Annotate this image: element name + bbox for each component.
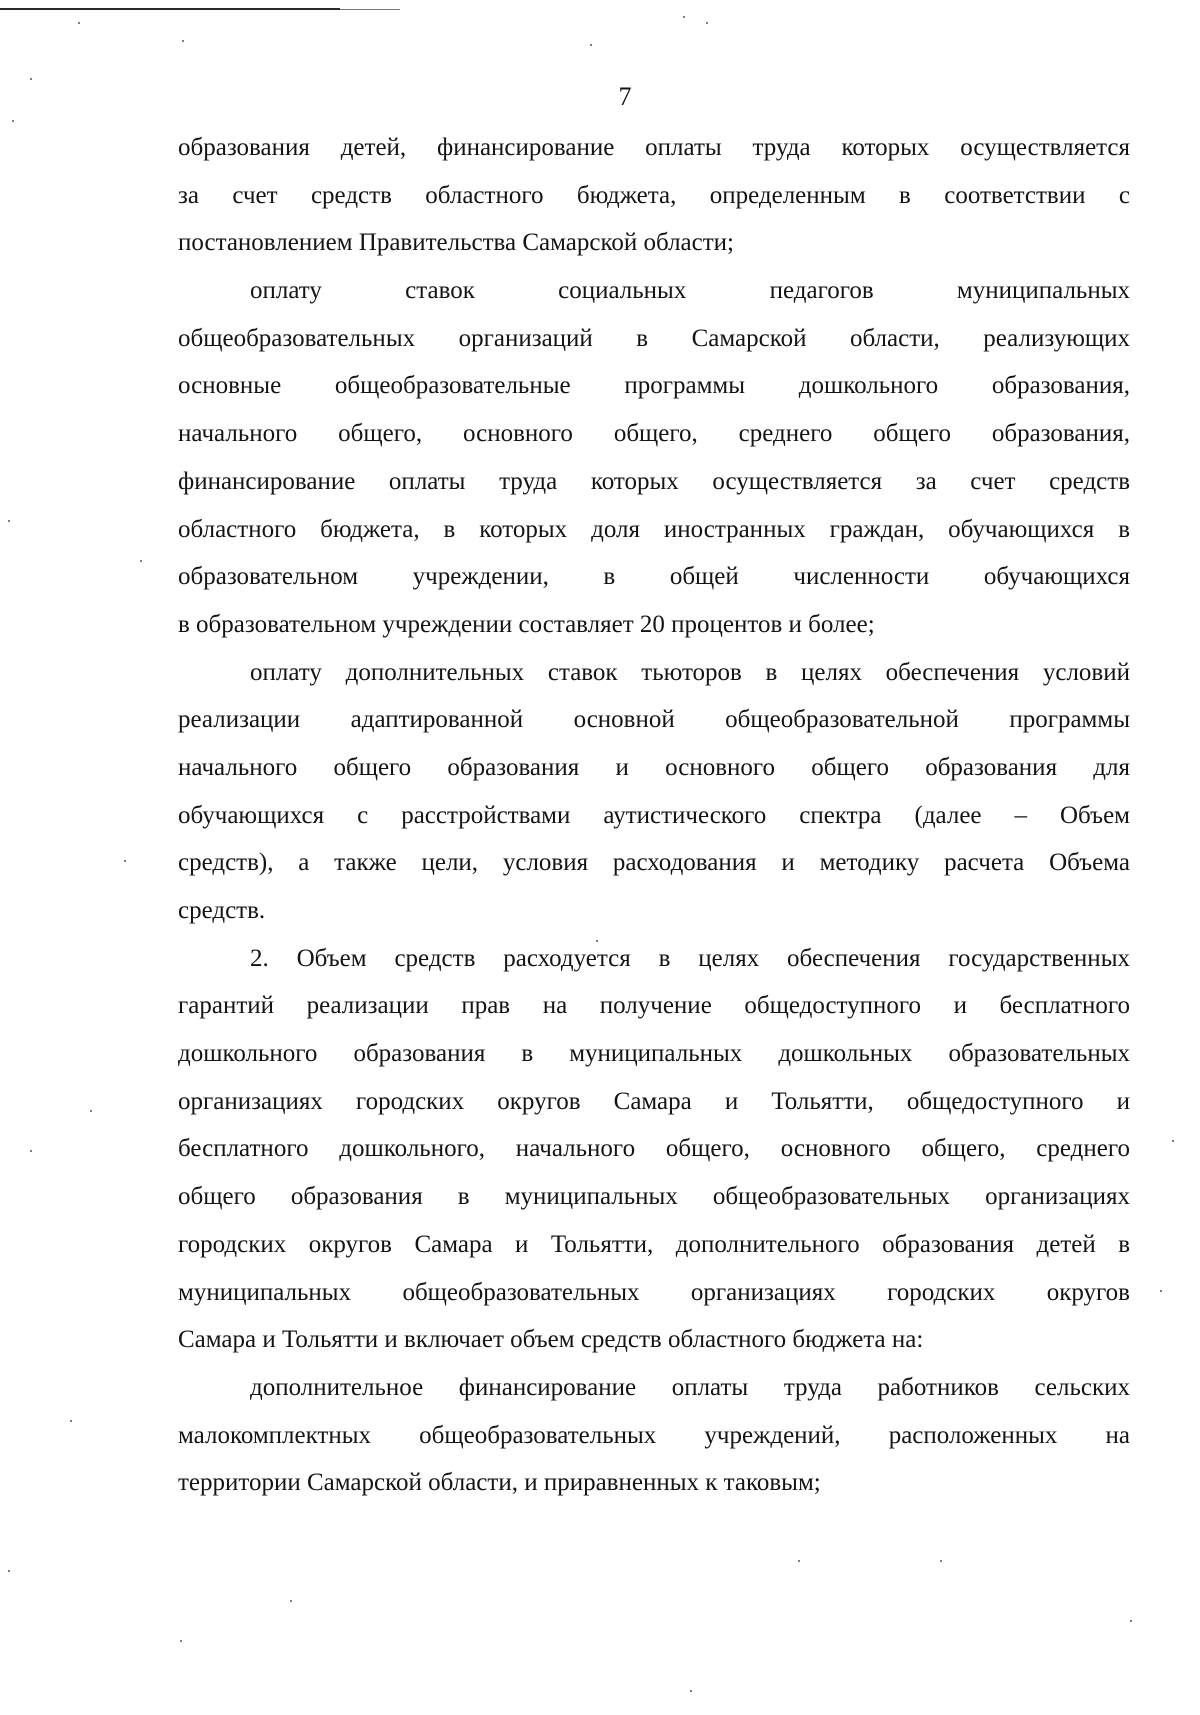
text-line: городских округов Самара и Тольятти, дополнительного образования детей в: [178, 1230, 1130, 1258]
scan-speck: [683, 16, 685, 18]
scan-speck: [1172, 1140, 1174, 1142]
text-line: общего образования в муниципальных общеобразовательных организациях: [178, 1183, 1130, 1211]
text-line: начального общего, основного общего, среднего общего образования,: [178, 420, 1130, 448]
text-line: Самара и Тольятти и включает объем средств областного бюджета на:: [178, 1326, 924, 1354]
text-line: областного бюджета, в которых доля иностранных граждан, обучающихся в: [178, 515, 1130, 543]
scan-speck: [182, 40, 184, 42]
scan-speck: [8, 520, 10, 522]
scan-speck: [30, 78, 32, 80]
text-line: гарантий реализации прав на получение общедоступного и бесплатного: [178, 992, 1130, 1020]
text-line: бесплатного дошкольного, начального общего, основного общего, среднего: [178, 1135, 1130, 1163]
scan-speck: [690, 1690, 692, 1692]
text-line: обучающихся с расстройствами аутистического спектра (далее – Объем: [178, 801, 1130, 829]
text-line: в образовательном учреждении составляет 20 процентов и более;: [178, 610, 875, 638]
text-line: за счет средств областного бюджета, определенным в соответствии с: [178, 181, 1130, 209]
text-line: средств.: [178, 897, 266, 924]
text-line: муниципальных общеобразовательных организациях городских округов: [178, 1278, 1130, 1306]
scan-speck: [940, 1560, 942, 1562]
paragraph: [178, 124, 1130, 267]
scan-speck: [30, 1150, 32, 1152]
scan-speck: [12, 120, 14, 122]
page-number: 7: [618, 82, 632, 111]
text-line: оплату дополнительных ставок тьюторов в целях обеспечения условий: [250, 658, 1130, 686]
paragraph: [178, 267, 1130, 649]
text-line: дополнительное финансирование оплаты труда работников сельских: [250, 1373, 1130, 1401]
text-line: дошкольного образования в муниципальных дошкольных образовательных: [178, 1040, 1130, 1068]
text-line: средств), а также цели, условия расходования и методику расчета Объема: [178, 849, 1130, 877]
scan-top-edge-line: [0, 8, 340, 10]
text-line: финансирование оплаты труда которых осуществляется за счет средств: [178, 467, 1130, 495]
text-line: образовательном учреждении, в общей численности обучающихся: [178, 563, 1130, 591]
scan-speck: [290, 1600, 292, 1602]
scan-speck: [90, 1110, 92, 1112]
scan-speck: [78, 22, 80, 24]
scan-top-edge-line: [340, 9, 400, 10]
text-line: общеобразовательных организаций в Самарской области, реализующих: [178, 324, 1130, 352]
paragraph: [178, 1364, 1130, 1507]
scan-speck: [140, 560, 142, 562]
text-line: организациях городских округов Самара и Тольятти, общедоступного и: [178, 1087, 1130, 1115]
paragraph: [178, 649, 1130, 935]
paragraph: [178, 935, 1130, 1364]
scan-speck: [70, 1420, 72, 1422]
text-line: малокомплектных общеобразовательных учреждений, расположенных на: [178, 1421, 1130, 1449]
scan-speck: [180, 1640, 182, 1642]
scan-speck: [1160, 1290, 1162, 1292]
document-body: [178, 124, 1130, 1507]
text-line: основные общеобразовательные программы дошкольного образования,: [178, 372, 1130, 400]
text-line: 2. Объем средств расходуется в целях обеспечения государственных: [250, 944, 1130, 972]
text-line: оплату ставок социальных педагогов муниципальных: [250, 277, 1130, 305]
text-line: реализации адаптированной основной общеобразовательной программы: [178, 706, 1130, 734]
scan-speck: [590, 44, 592, 46]
scan-speck: [124, 860, 126, 862]
text-line: образования детей, финансирование оплаты труда которых осуществляется: [178, 134, 1130, 161]
scan-speck: [706, 22, 708, 24]
scan-speck: [8, 1570, 10, 1572]
text-line: территории Самарской области, и приравненных к таковым;: [178, 1469, 821, 1497]
text-line: постановлением Правительства Самарской области;: [178, 229, 734, 257]
scan-speck: [798, 1560, 800, 1562]
text-line: начального общего образования и основного общего образования для: [178, 753, 1130, 781]
scan-speck: [1130, 1620, 1132, 1622]
